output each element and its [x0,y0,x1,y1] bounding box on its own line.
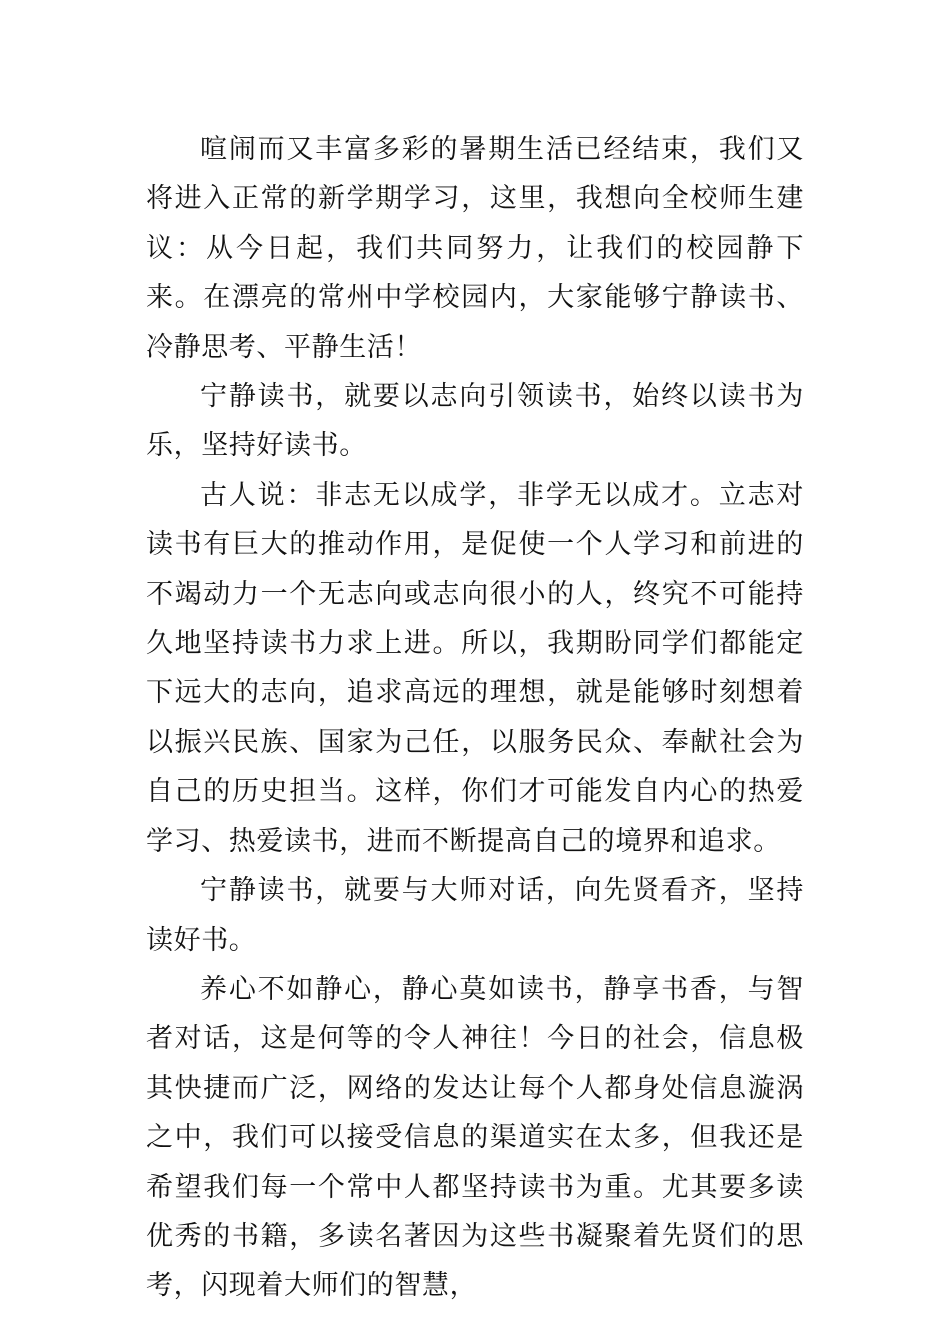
paragraph-dialogue-with-masters: 宁静读书，就要与大师对话，向先贤看齐，坚持读好书。 [146,875,804,956]
paragraph-ancient-saying: 古人说：非志无以成学，非学无以成才。立志对读书有巨大的推动作用，是促使一个人学习和前进的不竭动力一个无志向或志向很小的人，终究不可能持久地坚持读书力求上进。所以，我期盼同学们都能定下远大的志向，追求高远的理想，就是能够时刻想着以振兴民族、国家为己任，以服务民众、奉献社会为自己的历史担当。这样，你们才可能发自内心的热爱学习、热爱读书，进而不断提高自己的境界和追求。 [146,479,804,857]
paragraph-calm-mind: 养心不如静心，静心莫如读书，静享书香，与智者对话，这是何等的令人神往！今日的社会，信息极其快捷而广泛，网络的发达让每个人都身处信息漩涡之中，我们可以接受信息的渠道实在太多，但我还是希望我们每一个常中人都坚持读书为重。尤其要多读优秀的书籍，多读名著因为这些书凝聚着先贤们的思考，闪现着大师们的智慧， [146,973,804,1302]
paragraph-intro: 喧闹而又丰富多彩的暑期生活已经结束，我们又将进入正常的新学期学习，这里，我想向全校师生建议：从今日起，我们共同努力，让我们的校园静下来。在漂亮的常州中学校园内，大家能够宁静读书、冷静思考、平静生活！ [146,134,804,363]
document-body [146,125,804,1311]
paragraph-reading-with-ambition: 宁静读书，就要以志向引领读书，始终以读书为乐，坚持好读书。 [146,381,804,462]
